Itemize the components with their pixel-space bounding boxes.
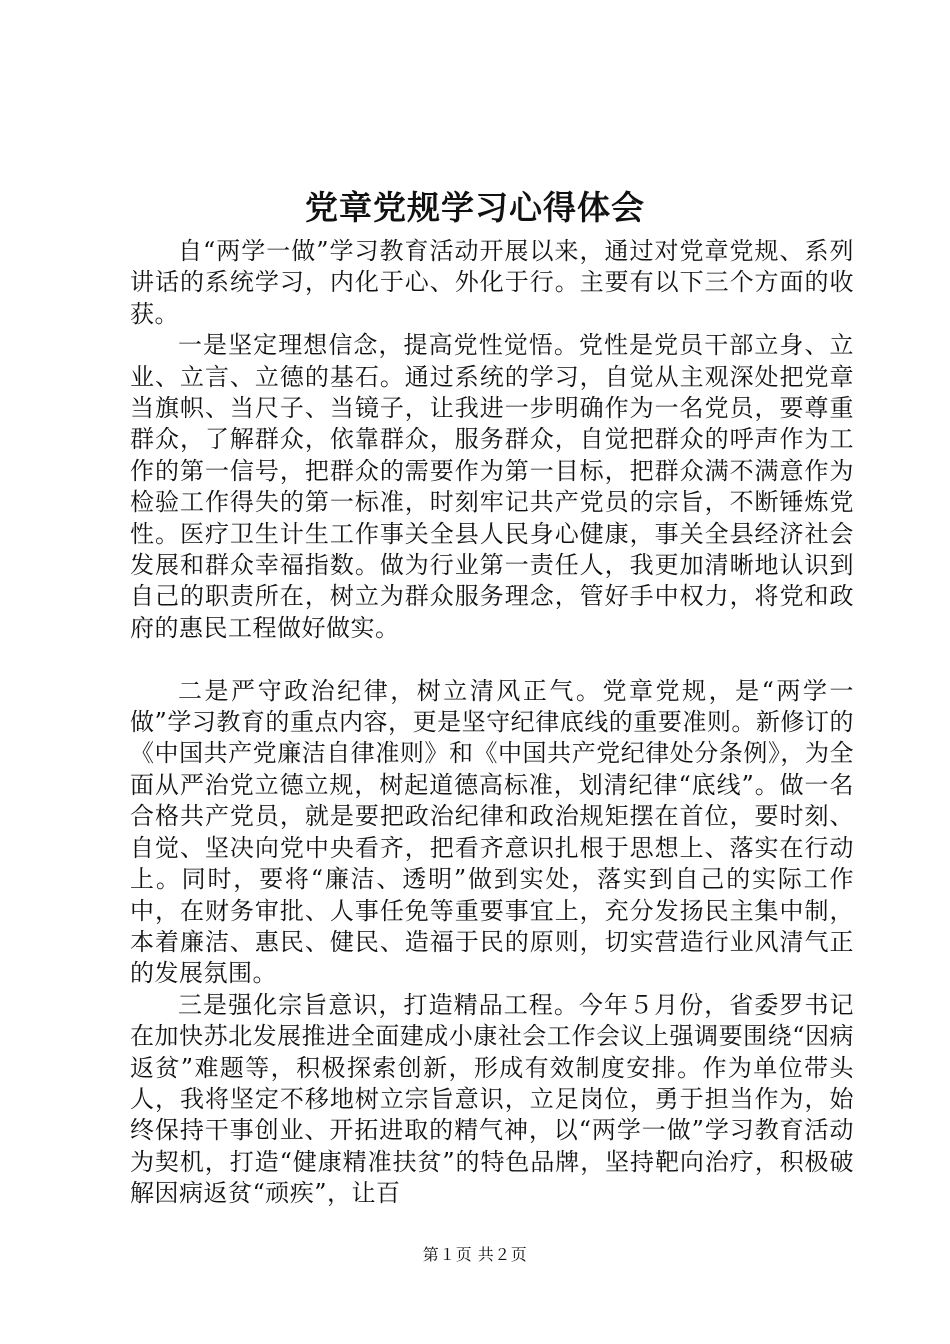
page-number-footer: 第１页 共２页 [422,1245,528,1264]
paragraph-point-two: 二是严守政治纪律，树立清风正气。党章党规，是“两学一做”学习教育的重点内容，更是坚守纪律底线的重要准则。新修订的《中国共产党廉洁自律准则》和《中国共产党纪律处分条例》，为全面从严治党立德立规，树起道德高标准，划清纪律“底线”。做一名合格共产党员，就是要把政治纪律和政治规矩摆在首位，要时刻、自觉、坚决向党中央看齐，把看齐意识扎根于思想上、落实在行动上。同时，要将“廉洁、透明”做到实处，落实到自己的实际工作中，在财务审批、人事任免等重要事宜上，充分发扬民主集中制，本着廉洁、惠民、健民、造福于民的原则，切实营造行业风清气正的发展氛围。 [130,676,854,988]
paragraph-point-one: 一是坚定理想信念，提高党性觉悟。党性是党员干部立身、立业、立言、立德的基石。通过系统的学习，自觉从主观深处把党章当旗帜、当尺子、当镜子，让我进一步明确作为一名党员，要尊重群众，了解群众，依靠群众，服务群众，自觉把群众的呼声作为工作的第一信号，把群众的需要作为第一目标，把群众满不满意作为检验工作得失的第一标准，时刻牢记共产党员的宗旨，不断锤炼党性。医疗卫生计生工作事关全县人民身心健康，事关全县经济社会发展和群众幸福指数。做为行业第一责任人，我更加清晰地认识到自己的职责所在，树立为群众服务理念，管好手中权力，将党和政府的惠民工程做好做实。 [130,331,854,642]
document-title: 党章党规学习心得体会 [305,188,645,227]
document-body [130,236,854,1210]
paragraph-intro: 自“两学一做”学习教育活动开展以来，通过对党章党规、系列讲话的系统学习，内化于心、外化于行。主要有以下三个方面的收获。 [130,237,854,328]
paragraph-point-three: 三是强化宗旨意识，打造精品工程。今年５月份，省委罗书记在加快苏北发展推进全面建成小康社会工作会议上强调要围绕“因病返贫”难题等，积极探索创新，形成有效制度安排。作为单位带头人，我将坚定不移地树立宗旨意识，立足岗位，勇于担当作为，始终保持干事创业、开拓进取的精气神，以“两学一做”学习教育活动为契机，打造“健康精准扶贫”的特色品牌，坚持靶向治疗，积极破解因病返贫“顽疾”，让百 [130,990,854,1208]
